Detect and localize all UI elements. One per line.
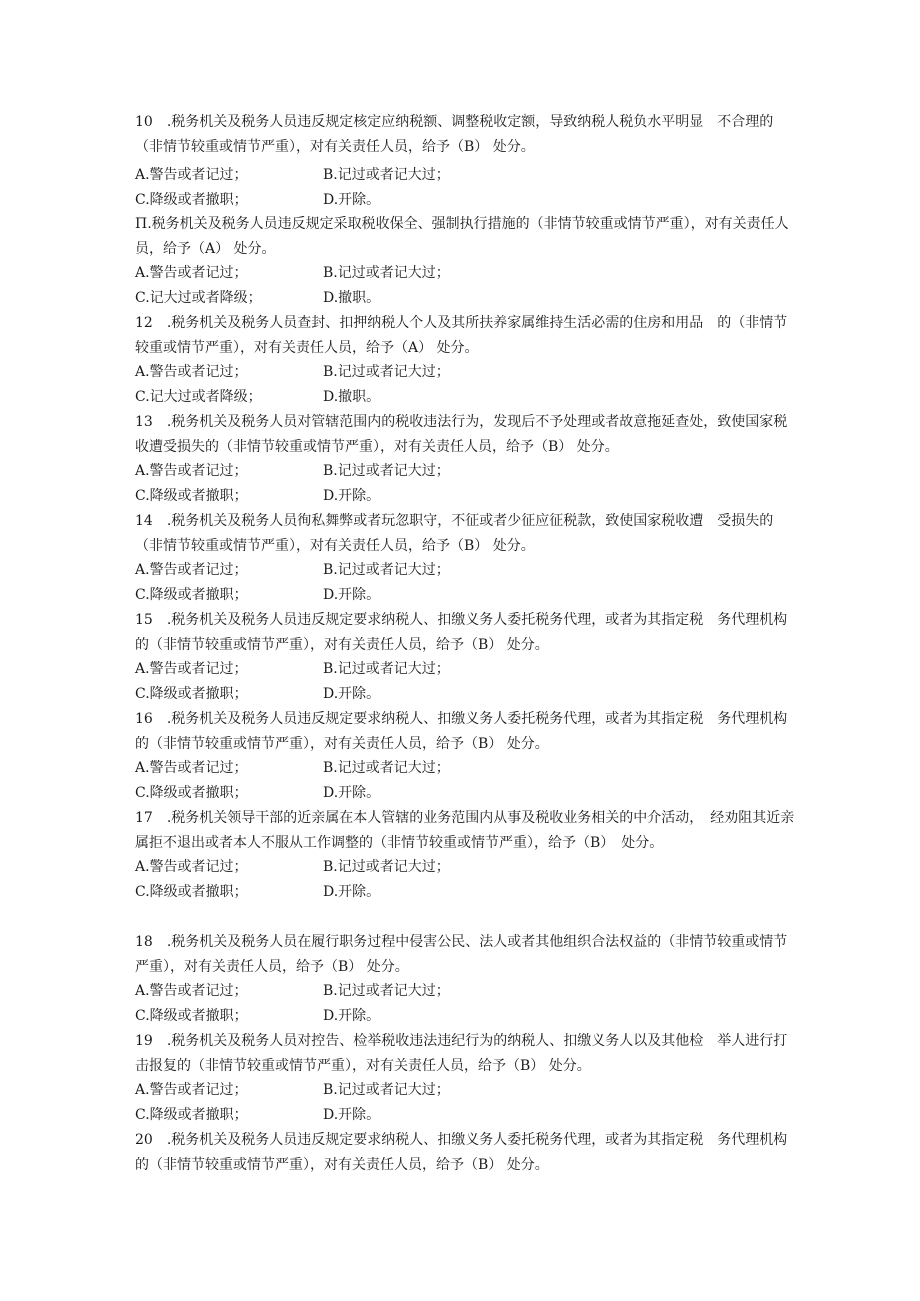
option-a: A.警告或者记过； — [135, 265, 248, 282]
option-list — [135, 558, 795, 607]
option-b: B.记过或者记大过； — [323, 265, 450, 282]
question-stem: 15 .税务机关及税务人员违反规定要求纳税人、扣缴义务人委托税务代理，或者为其指定税 务代理机构的（非情节较重或情节严重），对有关责任人员，给予（B） 处分。 — [135, 612, 788, 653]
question-12 — [135, 311, 795, 409]
option-d: D.开除。 — [323, 191, 381, 208]
question-stem: 19 .税务机关及税务人员对控告、检举税收违法违纪行为的纳税人、扣缴义务人以及其他检 举人进行打击报复的（非情节较重或情节严重），对有关责任人员，给予（B） 处分。 — [135, 1033, 788, 1074]
question-stem: Π.税务机关及税务人员违反规定采取税收保全、强制执行措施的（非情节较重或情节严重），对有关责任人员，给予（A） 处分。 — [135, 216, 789, 257]
question-stem: 14 .税务机关及税务人员徇私舞弊或者玩忽职守，不征或者少征应征税款，致使国家税收遭 受损失的（非情节较重或情节严重），对有关责任人员，给予（B） 处分。 — [135, 513, 774, 554]
option-c: C.记大过或者降级； — [135, 388, 262, 405]
option-d: D.开除。 — [323, 1106, 381, 1123]
question-15 — [135, 608, 795, 706]
option-b: B.记过或者记大过； — [323, 1082, 450, 1099]
option-d: D.开除。 — [323, 784, 381, 801]
question-stem: 18 .税务机关及税务人员在履行职务过程中侵害公民、法人或者其他组织合法权益的（非情节较重或情节严重），对有关责任人员，给予（B） 处分。 — [135, 934, 788, 975]
option-c: C.降级或者撤职； — [135, 883, 248, 900]
option-list — [135, 360, 795, 409]
option-list — [135, 855, 795, 904]
question-stem: 16 .税务机关及税务人员违反规定要求纳税人、扣缴义务人委托税务代理，或者为其指定税 务代理机构的（非情节较重或情节严重），对有关责任人员，给予（B） 处分。 — [135, 711, 788, 752]
question-17 — [135, 806, 795, 904]
option-b: B.记过或者记大过； — [323, 167, 450, 184]
question-stem: 17 .税务机关领导干部的近亲属在本人管辖的业务范围内从事及税收业务相关的中介活动， 经劝阻其近亲属拒不退出或者本人不服从工作调整的（非情节较重或情节严重），给予（B） 处分。 — [135, 810, 795, 851]
option-a: A.警告或者记过； — [135, 859, 248, 876]
option-d: D.开除。 — [323, 487, 381, 504]
question-11 — [135, 212, 795, 310]
option-c: C.降级或者撤职； — [135, 487, 248, 504]
option-a: A.警告或者记过； — [135, 463, 248, 480]
option-c: C.降级或者撤职； — [135, 586, 248, 603]
option-a: A.警告或者记过； — [135, 661, 248, 678]
option-list — [135, 1078, 795, 1127]
option-b: B.记过或者记大过； — [323, 760, 450, 777]
question-16 — [135, 707, 795, 805]
option-list — [135, 979, 795, 1028]
option-d: D.开除。 — [323, 685, 381, 702]
question-stem: 10 .税务机关及税务人员违反规定核定应纳税额、调整税收定额，导致纳税人税负水平明显 不合理的（非情节较重或情节严重），对有关责任人员，给予（B） 处分。 — [135, 114, 774, 155]
question-stem: 20 .税务机关及税务人员违反规定要求纳税人、扣缴义务人委托税务代理，或者为其指定税 务代理机构的（非情节较重或情节严重），对有关责任人员，给予（B） 处分。 — [135, 1132, 788, 1173]
option-list — [135, 163, 795, 212]
option-b: B.记过或者记大过； — [323, 364, 450, 381]
option-b: B.记过或者记大过； — [323, 562, 450, 579]
option-a: A.警告或者记过； — [135, 364, 248, 381]
option-a: A.警告或者记过； — [135, 983, 248, 1000]
option-list — [135, 657, 795, 706]
question-stem: 13 .税务机关及税务人员对管辖范围内的税收违法行为，发现后不予处理或者故意拖延查处，致使国家税收遭受损失的（非情节较重或情节严重），对有关责任人员，给予（B） 处分。 — [135, 414, 788, 455]
option-c: C.降级或者撤职； — [135, 1106, 248, 1123]
option-b: B.记过或者记大过； — [323, 661, 450, 678]
option-d: D.开除。 — [323, 883, 381, 900]
question-20 — [135, 1128, 795, 1177]
option-d: D.撤职。 — [323, 388, 381, 405]
option-c: C.降级或者撤职； — [135, 191, 248, 208]
option-a: A.警告或者记过； — [135, 167, 248, 184]
option-b: B.记过或者记大过； — [323, 983, 450, 1000]
option-c: C.降级或者撤职； — [135, 784, 248, 801]
option-d: D.开除。 — [323, 586, 381, 603]
option-list — [135, 459, 795, 508]
question-10 — [135, 110, 795, 212]
option-b: B.记过或者记大过； — [323, 859, 450, 876]
option-d: D.开除。 — [323, 1007, 381, 1024]
option-c: C.降级或者撤职； — [135, 685, 248, 702]
option-b: B.记过或者记大过； — [323, 463, 450, 480]
option-c: C.降级或者撤职； — [135, 1007, 248, 1024]
option-list — [135, 756, 795, 805]
option-list — [135, 261, 795, 310]
option-c: C.记大过或者降级； — [135, 289, 262, 306]
question-18 — [135, 930, 795, 1028]
question-19 — [135, 1029, 795, 1127]
question-stem: 12 .税务机关及税务人员查封、扣押纳税人个人及其所扶养家属维持生活必需的住房和用品 的（非情节较重或情节严重），对有关责任人员，给予（A） 处分。 — [135, 315, 788, 356]
question-14 — [135, 509, 795, 607]
question-13 — [135, 410, 795, 508]
option-d: D.撤职。 — [323, 289, 381, 306]
option-a: A.警告或者记过； — [135, 1082, 248, 1099]
option-a: A.警告或者记过； — [135, 760, 248, 777]
option-a: A.警告或者记过； — [135, 562, 248, 579]
